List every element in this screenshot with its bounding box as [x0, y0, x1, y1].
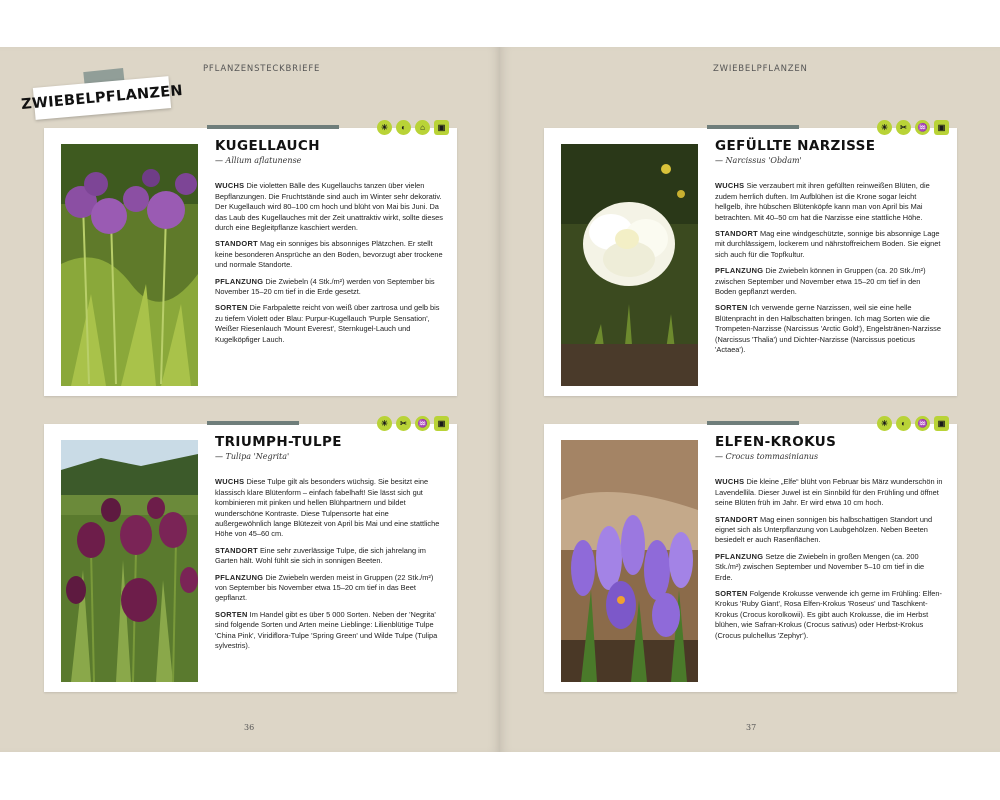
- plant-photo-tulip: [61, 440, 198, 682]
- page-number-right: 37: [746, 723, 757, 732]
- chapter-label: ZWIEBELPFLANZEN: [33, 76, 171, 120]
- running-head-right: ZWIEBELPFLANZEN: [713, 64, 808, 74]
- scissors-icon: ✂: [396, 416, 411, 431]
- plant-title: GEFÜLLTE NARZISSE: [715, 138, 876, 154]
- sorten-paragraph: SORTEN Ich verwende gerne Narzissen, weil sie eine helle Blütenpracht in den Halbschatten bringen. Ich mag Sorten wie die Trompeten-Narzisse (Narcissus 'Arctic Gold'), Engelstränen-Narzisse (Narcissus 'Thalia') und Dichter-Narzisse (Narcissus poeticus 'Actaea').: [715, 303, 941, 355]
- plant-title: KUGELLAUCH: [215, 138, 320, 154]
- wuchs-paragraph: WUCHS Diese Tulpe gilt als besonders wüchsig. Sie besitzt eine klassisch klare Blütenform – einfach fabelhaft! Sie lässt sich gut kombinieren mit pinken und hellen Blühpartnern und bildet wunderschöne Kontraste. Diese Tulpensorte hat eine außergewöhnlich lange Blütezeit von April bis Mai und eine stattliche Höhe von 45–60 cm.: [215, 477, 440, 539]
- sun-icon: ☀: [377, 416, 392, 431]
- standort-paragraph: STANDORT Mag eine windgeschützte, sonnige bis absonnige Lage mit durchlässigem, lockerem und nährstoffreichem Boden. Sie eignet sich auch für die Topfkultur.: [715, 229, 941, 259]
- watering-icon: ♒: [415, 416, 430, 431]
- card-top-bar: [707, 125, 799, 129]
- plant-card-tulpe: [44, 419, 457, 692]
- pflanzung-paragraph: PFLANZUNG Die Zwiebeln (4 Stk./m²) werden von September bis November 15–20 cm tief in die Erde gesetzt.: [215, 276, 435, 297]
- pflanzung-paragraph: PFLANZUNG Setze die Zwiebeln in großen Mengen (ca. 200 Stk./m²) zwischen September und November 5–10 cm tief in die Erde.: [715, 551, 925, 582]
- half-shade-icon: ◐: [896, 416, 911, 431]
- running-head-left: PFLANZENSTECKBRIEFE: [203, 64, 321, 74]
- latin-name: — Crocus tommasinianus: [715, 452, 819, 461]
- standort-paragraph: STANDORT Mag einen sonnigen bis halbschattigen Standort und eignet sich als Unterpflanzung von Laubgehölzen. Neben Beeten besiedelt er auch Rasenflächen.: [715, 514, 933, 545]
- card-content: [215, 138, 443, 351]
- sun-icon: ☀: [377, 120, 392, 135]
- icon-row: [877, 120, 949, 135]
- sun-icon: ☀: [877, 416, 892, 431]
- sorten-paragraph: SORTEN Folgende Krokusse verwende ich gerne im Frühling: Elfen-Krokus 'Ruby Giant', Rosa Elfen-Krokus 'Roseus' und Taschkent-Krokus (Crocus korolkowii). Es gibt auch Krokusse, die im Herbst blühen, wie Safran-Krokus (Crocus sativus) oder Herbst-Krokus (Crocus pulchellus 'Zephyr').: [715, 589, 942, 640]
- card-top-bar: [207, 125, 339, 129]
- sun-icon: ☀: [877, 120, 892, 135]
- plant-card-narzisse: [544, 123, 957, 396]
- card-content: [715, 434, 943, 647]
- watering-icon: ♒: [915, 120, 930, 135]
- icon-row: [377, 416, 449, 431]
- plant-card-krokus: [544, 419, 957, 692]
- card-content: [715, 138, 943, 362]
- planter-icon: ▣: [434, 416, 449, 431]
- card-top-bar: [707, 421, 799, 425]
- standort-paragraph: STANDORT Mag ein sonniges bis absonniges Plätzchen. Er stellt keine besonderen Ansprüche an den Boden, bevorzugt aber trockene und normale Standorte.: [215, 239, 443, 270]
- scissors-icon: ✂: [896, 120, 911, 135]
- wuchs-paragraph: WUCHS Die violetten Bälle des Kugellauchs tanzen über vielen Bepflanzungen. Die Fruchtstände sind auch im Winter sehr dekorativ. Der Kugellauch wird 80–100 cm hoch und blüht von Mai bis Juni. Da das Laub des Kugellauches mit der Zeit unattraktiv wirkt, sollte dieses durch eine Begleitpflanze kaschiert werden.: [215, 181, 443, 233]
- page-number-left: 36: [244, 723, 255, 732]
- latin-name: — Narcissus 'Obdam': [715, 156, 802, 165]
- planter-icon: ▣: [934, 120, 949, 135]
- plant-card-kugellauch: [44, 123, 457, 396]
- wuchs-paragraph: WUCHS Die kleine „Elfe“ blüht von Februar bis März wunderschön in Lavendellila. Dieser Juwel ist ein Sinnbild für den Frühling und öffnet seine Blüten früh im Jahr. Er wird etwa 10 cm hoch.: [715, 477, 943, 508]
- planter-icon: ▣: [934, 416, 949, 431]
- planter-icon: ▣: [434, 120, 449, 135]
- plant-title: TRIUMPH-TULPE: [215, 434, 342, 450]
- plant-photo-narcissus: [561, 144, 698, 386]
- plant-photo-crocus: [561, 440, 698, 682]
- half-shade-icon: ◐: [396, 120, 411, 135]
- latin-name: — Tulipa 'Negrita': [215, 452, 290, 461]
- pflanzung-paragraph: PFLANZUNG Die Zwiebeln können in Gruppen (ca. 20 Stk./m²) zwischen September und November etwa 15–20 cm tief in den Boden gepflanzt werden.: [715, 266, 926, 297]
- standort-paragraph: STANDORT Eine sehr zuverlässige Tulpe, die sich jahrelang im Garten hält. Wohl fühlt sie sich in sonnigen Beeten.: [215, 545, 426, 566]
- plant-title: ELFEN-KROKUS: [715, 434, 837, 450]
- latin-name: — Allium aflatunense: [215, 156, 302, 165]
- watering-icon: ♒: [915, 416, 930, 431]
- icon-row: [377, 120, 449, 135]
- sorten-paragraph: SORTEN Im Handel gibt es über 5 000 Sorten. Neben der 'Negrita' sind folgende Sorten und Arten meine Lieblinge: Lilienblütige Tulpe 'China Pink', Viridiflora-Tulpe 'Spring Green' und Wilde Tulpe (Tulipa sylvestris).: [215, 609, 438, 651]
- plant-photo-allium: [61, 144, 198, 386]
- wuchs-paragraph: WUCHS Sie verzaubert mit ihren gefüllten reinweißen Blüten, die zudem herrlich duften. Im Aufblühen ist die Krone sogar leicht hellgelb, ihre hübschen Blütenköpfe kann man von April bis Mai betrachten. Mit 40–50 cm hat die Narzisse eine stattliche Höhe.: [715, 181, 930, 222]
- house-icon: ⌂: [415, 120, 430, 135]
- pflanzung-paragraph: PFLANZUNG Die Zwiebeln werden meist in Gruppen (22 Stk./m²) von September bis November etwa 15–20 cm tief in das Beet gepflanzt.: [215, 572, 434, 603]
- card-top-bar: [207, 421, 299, 425]
- icon-row: [877, 416, 949, 431]
- sorten-paragraph: SORTEN Die Farbpalette reicht von weiß über zartrosa und gelb bis zu tiefem Violett oder Blau: Purpur-Kugellauch 'Purple Sensation', Weißer Riesenlauch 'Mount Everest', Sternkugel-Lauch und Kugelköpfiger Lauch.: [215, 303, 440, 344]
- card-content: [215, 434, 443, 658]
